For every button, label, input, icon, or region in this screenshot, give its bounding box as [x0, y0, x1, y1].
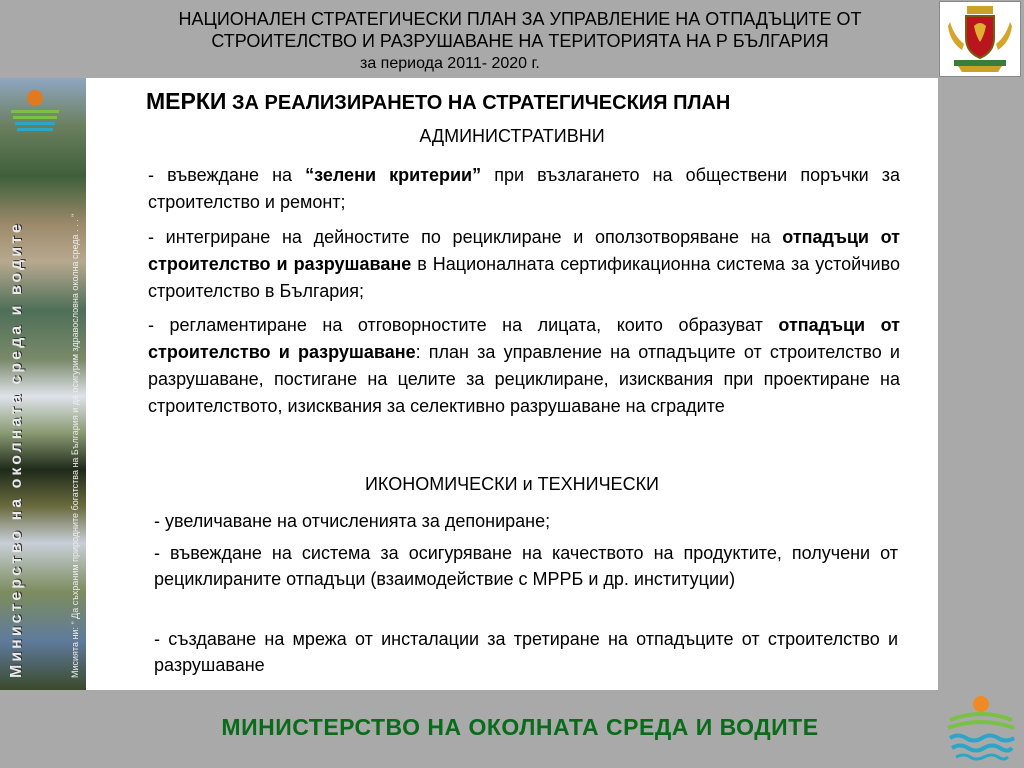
section-heading-administrative: АДМИНИСТРАТИВНИ [419, 126, 605, 146]
strip-vertical-mission: Мисията ни: " Да съхраним природните богатства на България и да осигурим здравословна околна среда . . . " [70, 213, 80, 678]
right-margin-bar [938, 78, 1024, 690]
section-heading-economic: ИКОНОМИЧЕСКИ и ТЕХНИЧЕСКИ [364, 474, 659, 494]
admin-item-3: - регламентиране на отговорностите на лицата, които образуват отпадъци от строителство и разрушаване: план за управление на отпадъците от строителство и разрушаване, постигане на целите за рециклиране, изисквания при проектиране на строителството, изисквания за селективно разрушаване на сградите [148, 315, 900, 416]
admin-item-1: - въвеждане на “зелени критерии” при възлагането на обществени поръчки за строителство и ремонт; [148, 165, 901, 212]
econ-item-2: - въвеждане на система за осигуряване на качеството на продуктите, получени от рециклираните отпадъци (взаимодействие с МРРБ и др. институции) [154, 543, 898, 589]
slide-content [86, 78, 938, 690]
slide-title [146, 88, 730, 115]
footer-ministry-logo-icon [944, 692, 1018, 764]
econ-item-3: - създаване на мрежа от инсталации за третиране на отпадъците от строителство и разрушаване [154, 629, 898, 675]
footer-ministry-name: МИНИСТЕРСТВО НА ОКОЛНАТА СРЕДА И ВОДИТЕ [221, 714, 819, 740]
admin-item-2: - интегриране на дейностите по рециклиране и оползотворяване на отпадъци от строителство и разрушаване в Националната сертификационна система за устойчиво строителство в България; [148, 227, 900, 301]
econ-item-1: - увеличаване на отчисленията за депониране; [154, 511, 551, 531]
title-rest: ЗА РЕАЛИЗИРАНЕТО НА СТРАТЕГИЧЕСКИЯ ПЛАН [226, 92, 731, 114]
title-big: МЕРКИ [146, 88, 227, 114]
header-period: за периода 2011- 2020 г. [360, 55, 540, 72]
strip-vertical-title: Министерство на околната среда и водите [8, 221, 25, 678]
slide-header [0, 0, 938, 78]
coat-of-arms-icon [939, 1, 1021, 77]
header-line-1: НАЦИОНАЛЕН СТРАТЕГИЧЕСКИ ПЛАН ЗА УПРАВЛЕНИЕ НА ОТПАДЪЦИТЕ ОТ [178, 9, 862, 29]
slide-footer [0, 690, 1024, 768]
header-line-2: СТРОИТЕЛСТВО И РАЗРУШАВАНЕ НА ТЕРИТОРИЯТА НА Р БЪЛГАРИЯ [211, 31, 829, 51]
decorative-photo-strip [0, 78, 86, 690]
